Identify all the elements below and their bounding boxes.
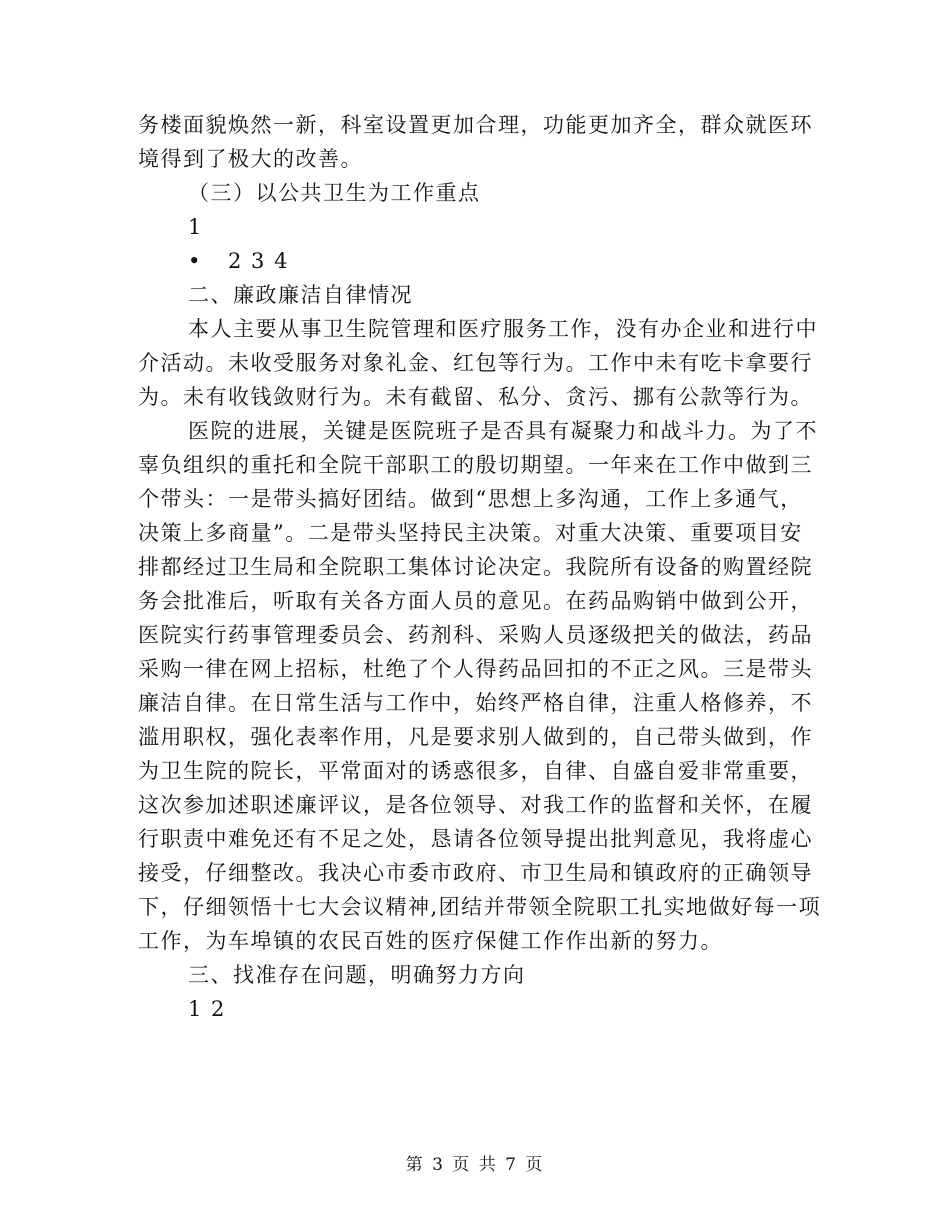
paragraph-line: 这次参加述职述廉评议，是各位领导、对我工作的监督和关怀，在履 (138, 793, 813, 817)
page-number-footer: 第 3 页 共 7 页 (405, 1155, 545, 1175)
paragraph-line: 滥用职权，强化表率作用，凡是要求别人做到的，自己带头做到，作 (138, 725, 813, 749)
paragraph-line: 接受，仔细整改。我决心市委市政府、市卫生局和镇政府的正确领导 (138, 861, 813, 885)
paragraph-line: 下，仔细领悟十七大会议精神,团结并带领全院职工扎实地做好每一项 (138, 895, 822, 919)
paragraph-line: 医院的进展，关键是医院班子是否具有凝聚力和战斗力。为了不 (188, 419, 818, 443)
paragraph-line: 工作，为车埠镇的农民百姓的医疗保健工作作出新的努力。 (138, 929, 723, 953)
paragraph-line: 决策上多商量”。二是带头坚持民主决策。对重大决策、重要项目安 (138, 521, 803, 545)
paragraph-line: 医院实行药事管理委员会、药剂科、采购人员逐级把关的做法，药品 (138, 623, 813, 647)
section-heading: 二、廉政廉洁自律情况 (188, 283, 413, 307)
paragraph-line: 介活动。未收受服务对象礼金、红包等行为。工作中未有吃卡拿要行 (138, 351, 813, 375)
bullet-list-item (138, 244, 810, 278)
paragraph-line: 为。未有收钱敛财行为。未有截留、私分、贪污、挪有公款等行为。 (138, 385, 813, 409)
paragraph-line: 廉洁自律。在日常生活与工作中，始终严格自律，注重人格修养，不 (138, 691, 813, 715)
bullet-icon: • (188, 249, 202, 273)
list-numbers: 2 3 4 (228, 249, 289, 273)
section-heading: （三）以公共卫生为工作重点 (188, 181, 481, 205)
list-number: 1 (188, 215, 203, 239)
paragraph-line: 为卫生院的院长，平常面对的诱惑很多，自律、自盛自爱非常重要， (138, 759, 813, 783)
paragraph-line: 排都经过卫生局和全院职工集体讨论决定。我院所有设备的购置经院 (138, 555, 813, 579)
paragraph-line: 务会批准后，听取有关各方面人员的意见。在药品购销中做到公开， (138, 589, 813, 613)
paragraph-line: 行职责中难免还有不足之处，恳请各位领导提出批判意见，我将虚心 (138, 827, 813, 851)
paragraph-line: 辜负组织的重托和全院干部职工的殷切期望。一年来在工作中做到三 (138, 453, 813, 477)
paragraph-line: 个带头：一是带头搞好团结。做到“思想上多沟通，工作上多通气， (138, 487, 803, 511)
paragraph-line: 境得到了极大的改善。 (138, 147, 363, 171)
paragraph-line: 采购一律在网上招标，杜绝了个人得药品回扣的不正之风。三是带头 (138, 657, 813, 681)
paragraph-line: 务楼面貌焕然一新，科室设置更加合理，功能更加齐全，群众就医环 (138, 113, 813, 137)
document-body (138, 108, 822, 1026)
list-numbers: 1 2 (188, 997, 226, 1021)
paragraph-line: 本人主要从事卫生院管理和医疗服务工作，没有办企业和进行中 (188, 317, 818, 341)
section-heading: 三、找准存在问题，明确努力方向 (188, 963, 526, 987)
